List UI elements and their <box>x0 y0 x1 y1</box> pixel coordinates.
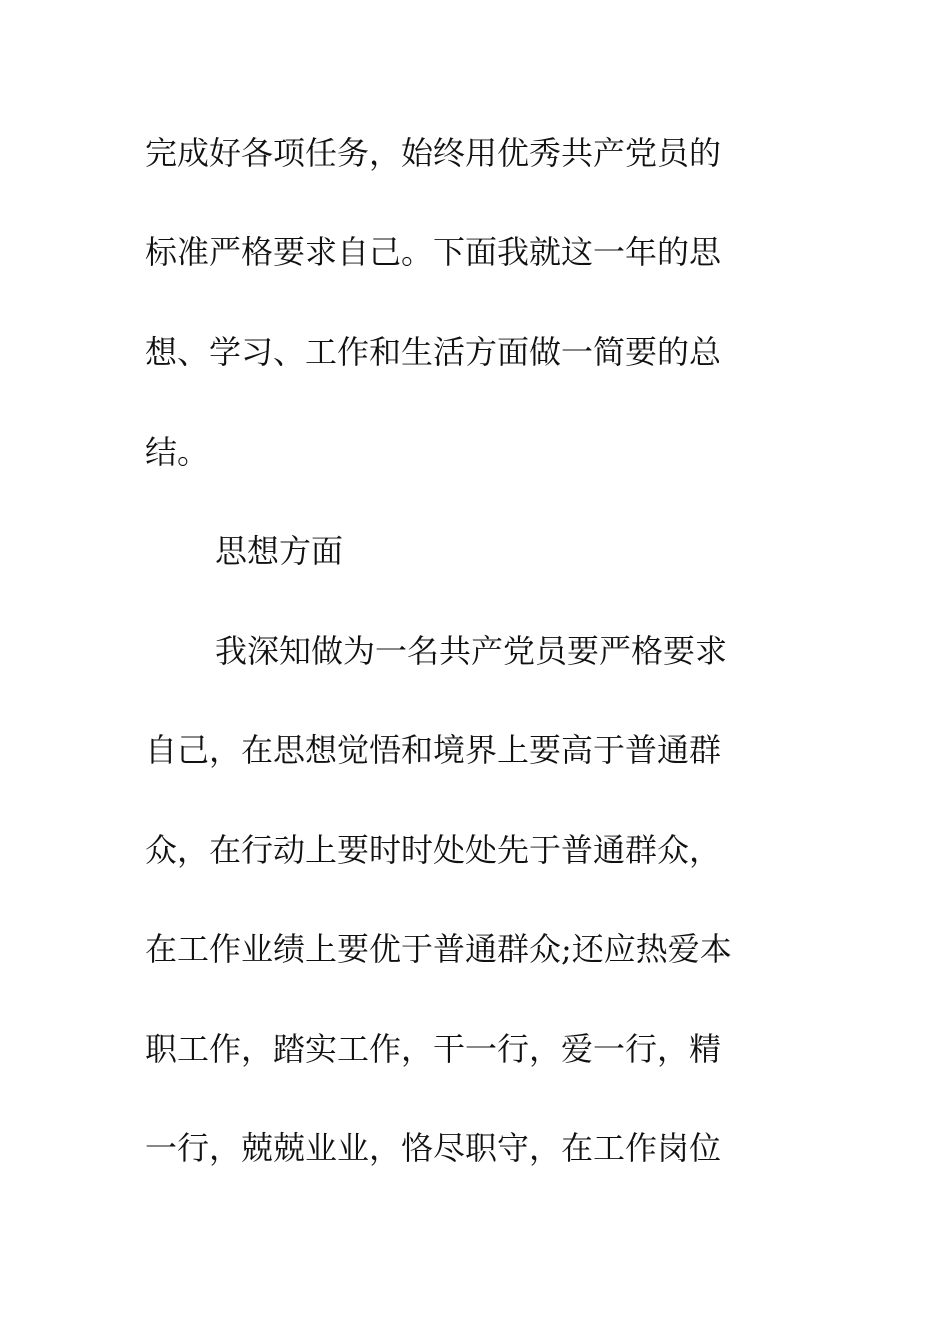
paragraph-line: 在工作业绩上要优于普通群众;还应热爱本 <box>145 930 732 968</box>
paragraph-line: 结。 <box>145 433 210 471</box>
paragraph-line: 自己，在思想觉悟和境界上要高于普通群 <box>145 731 722 769</box>
paragraph-line: 众，在行动上要时时处处先于普通群众， <box>145 831 722 869</box>
section-heading: 思想方面 <box>215 532 344 570</box>
paragraph-line: 职工作，踏实工作，干一行，爱一行，精 <box>145 1030 722 1068</box>
paragraph-line: 完成好各项任务，始终用优秀共产党员的 <box>145 134 722 172</box>
paragraph-line: 想、学习、工作和生活方面做一简要的总 <box>145 333 722 371</box>
paragraph-line: 标准严格要求自己。下面我就这一年的思 <box>145 233 722 271</box>
paragraph-line: 我深知做为一名共产党员要严格要求 <box>215 632 728 670</box>
paragraph-line: 一行，兢兢业业，恪尽职守，在工作岗位 <box>145 1129 722 1167</box>
